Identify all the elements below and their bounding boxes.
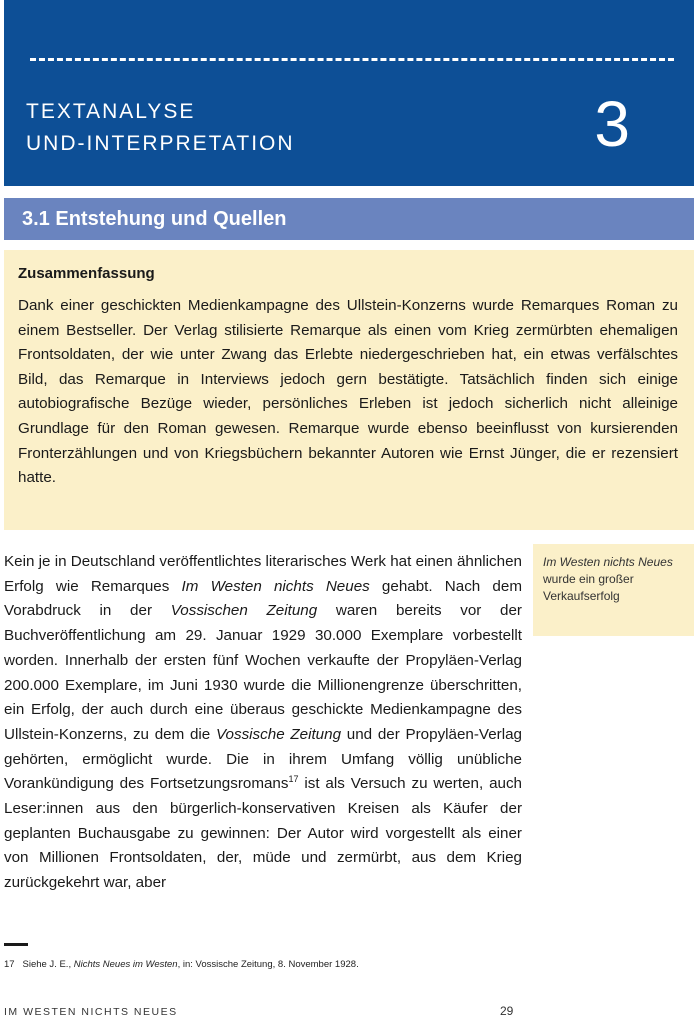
footnote-reference[interactable]: 17 (288, 774, 299, 785)
footnote-divider (4, 943, 28, 946)
body-text-segment: gehabt. Nach dem Vorabdruck in der (4, 577, 522, 620)
book-title-italic: Im Westen nichts Neues (181, 577, 370, 595)
summary-text: Dank einer geschickten Medienkampagne des Ullstein-Konzerns wurde Remarques Roman zu einem Bestseller. Der Verlag stilisierte Remarque als einen vom Krieg zermürbten ehemaligen Frontsoldaten, der wie unter Zwang das Erlebte niedergeschrieben hat, ein etwas verfälschtes Bild, das Remarque in Interviews jedoch gern bestätigte. Tatsächlich finden sich einige autobiografische Bezüge wieder, persönliches Erleben ist jedoch sicherlich nicht alleinige Grundlage für den Roman gewesen. Remarque wurde ebenso beeinflusst von kursierenden Fronterzählungen und von Kriegsbüchern bekannter Autoren wie Ernst Jünger, die er rezensiert hatte. (18, 297, 678, 487)
chapter-header (4, 0, 694, 186)
main-body-text (4, 550, 522, 896)
chapter-title-line-2: UND-INTERPRETATION (26, 132, 295, 155)
chapter-title (26, 96, 295, 160)
chapter-number: 3 (594, 88, 630, 160)
marginal-note (533, 544, 694, 636)
running-footer-title: IM WESTEN NICHTS NEUES (4, 1006, 178, 1018)
footnote (4, 958, 684, 972)
chapter-title-line-1: TEXTANALYSE (26, 100, 196, 123)
footnote-text: , in: Vossische Zeitung, 8. November 1928. (177, 959, 359, 970)
summary-box (4, 250, 694, 530)
section-heading-bar (4, 198, 694, 240)
summary-heading: Zusammenfassung (18, 265, 155, 282)
footnote-italic: Nichts Neues im Westen (73, 959, 178, 970)
body-text-segment: Kein je in Deutschland veröffentlichtes literarisches Werk hat einen ähnlichen Erfolg wie Remarques (4, 553, 522, 595)
body-text-segment: ist als Versuch zu werten, auch Leser:innen aus den bürgerlich-konservativen Kreisen als Käufer der geplanten Buchausgabe zu gewinnen: Der Autor wird vorgestellt als einer von Millionen Frontsoldaten, der, müde und zermürbt, aus dem Krieg zurückgekehrt war, aber (4, 775, 523, 892)
newspaper-title-italic: Vossischen Zeitung (170, 602, 318, 620)
newspaper-title-italic: Vossische Zeitung (215, 725, 342, 743)
section-title: 3.1 Entstehung und Quellen (22, 208, 287, 230)
dashed-divider (30, 58, 674, 61)
marginal-note-text: wurde ein großer Verkaufserfolg (543, 572, 634, 603)
marginal-note-italic: Im Westen nichts Neues (543, 555, 673, 569)
body-text-segment: und der Propyläen-Verlag gehörten, ermöglicht wurde. Die in ihrem Umfang völlig unübliche Vorankündigung des Fortsetzungsromans (4, 725, 522, 793)
body-text-segment: waren bereits vor der Buchveröffentlichung am 29. Januar 1929 30.000 Exemplare vorbestellt worden. Innerhalb der ersten fünf Wochen verkaufte der Propyläen-Verlag 200.000 Exemplare, im Juni 1930 wurde die Millionengrenze überschritten, ein Erfolg, der auch durch eine überaus geschickte Medienkampagne des Ullstein-Konzerns, zu dem die (4, 602, 522, 743)
page-number: 29 (500, 1004, 514, 1018)
footnote-number: 17 (4, 959, 15, 970)
footnote-text: Siehe J. E., (22, 959, 74, 970)
